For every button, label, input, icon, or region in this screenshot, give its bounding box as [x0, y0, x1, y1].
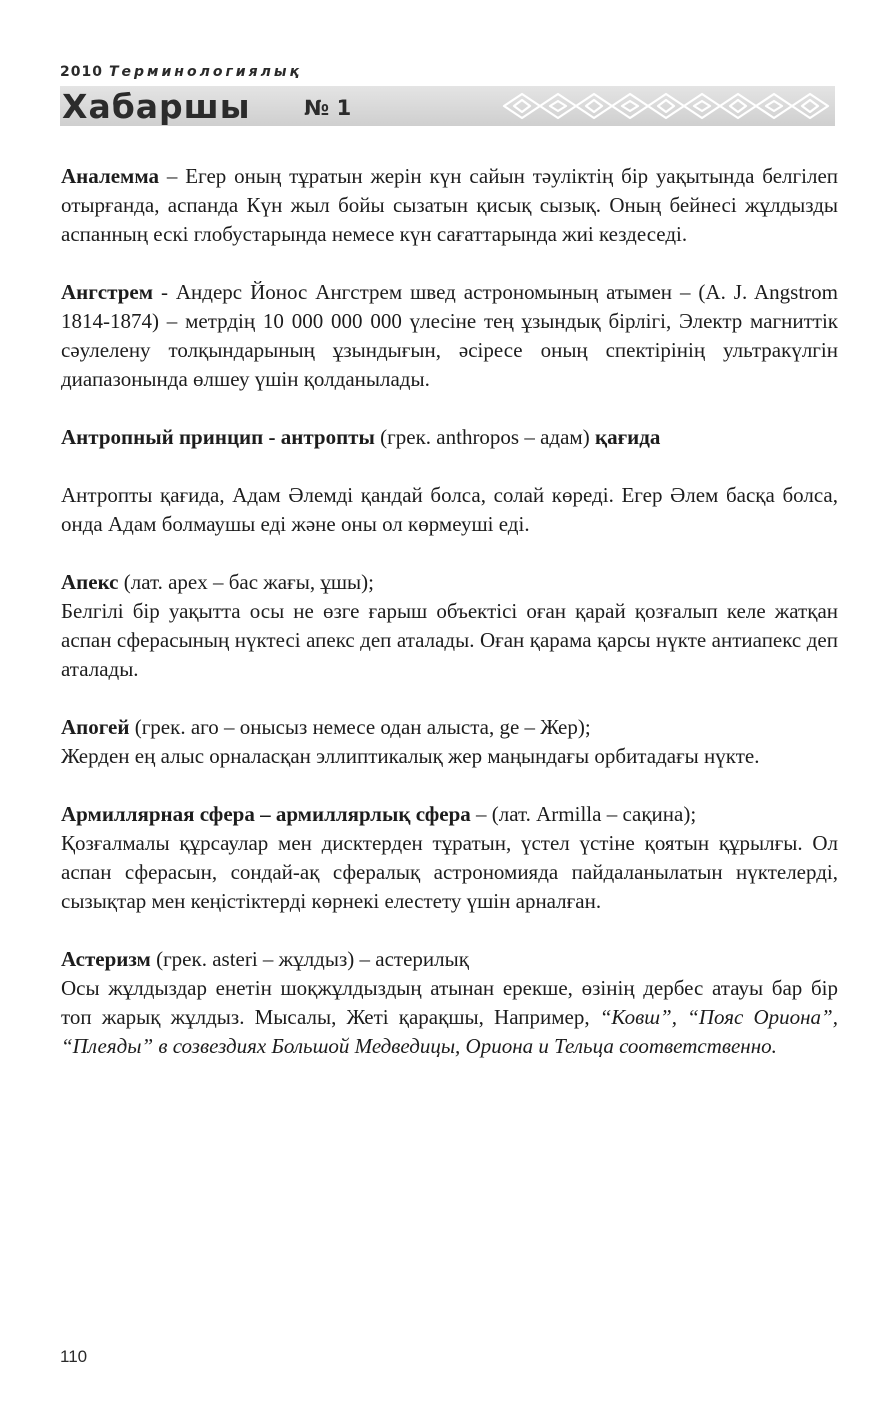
entry-analemma — [61, 162, 838, 249]
entry-term: Ангстрем — [61, 280, 153, 304]
entry-definition: – Егер оның тұратын жерін күн сайын тәуліктің бір уақытында белгілеп отырғанда, аспанда Күн жыл бойы сызатын қисық сызық. Оның бейнесі жұлдызды аспанның ескі глобустарында немесе күн сағаттарында жиі кездеседі. — [61, 164, 838, 246]
entry-definition: Жерден ең алыс орналасқан эллиптикалық жер маңындағы орбитадағы нүкте. — [61, 744, 760, 768]
entry-armillary-heading — [61, 800, 838, 829]
entry-definition: Антропты қағида, Адам Әлемді қандай болса, солай көреді. Егер Әлем басқа болса, онда Адам болмаушы еді және оны ол көрмеуші еді. — [61, 483, 838, 536]
entry-definition: Қозғалмалы құрсаулар мен дисктерден тұратын, үстел үстіне қоятын құрылғы. Ол аспан сферасын, сондай-ақ сфералық астрономияда пайдаланылатын нүктелерді, сызықтар мен кеңістіктерді көрнекі елестету үшін арналған. — [61, 831, 838, 913]
entry-angstrom — [61, 278, 838, 394]
entry-asterism-heading — [61, 945, 838, 974]
entry-apex-heading — [61, 568, 838, 597]
entry-asterism-definition — [61, 974, 838, 1061]
ornament-icon — [494, 88, 835, 124]
entry-etymology: – (лат. Armilla – сақина); — [470, 802, 697, 826]
entry-term: Астеризм — [61, 947, 151, 971]
journal-year: 2010 — [60, 64, 103, 80]
entry-anthropic-principle — [61, 423, 838, 452]
entry-etymology: (грек. аго – онысыз немесе одан алыста, ge – Жер); — [129, 715, 591, 739]
glossary-content — [61, 162, 838, 1061]
entry-term: Антропный принцип - антропты — [61, 425, 375, 449]
journal-header-top — [60, 64, 302, 80]
entry-term: Аналемма — [61, 164, 160, 188]
entry-apogee-heading — [61, 713, 838, 742]
journal-issue-number: № 1 — [304, 96, 352, 120]
entry-definition: - Андерс Йонос Ангстрем швед астрономының атымен – (A. J. Angstrom 1814-1874) – метрдің 10 000 000 000 үлесіне тең ұзындық бірлігі, Электр магниттік сәулелену толқындарының ұзындығын, әсіресе оның спектірінің ультракүлгін диапазонында өлшеу үшін қолданылады. — [61, 280, 838, 391]
entry-anthropic-definition — [61, 481, 838, 539]
entry-term: Апогей — [61, 715, 130, 739]
entry-etymology: (грек. anthropos – адам) — [374, 425, 595, 449]
entry-definition: Осы жұлдыздар енетін шоқжұлдыздың атынан ерекше, өзінің дербес атауы бар бір топ жарық жұлдыз. Мысалы, Жеті қарақшы, Например, — [61, 976, 838, 1029]
page-number: 110 — [60, 1347, 88, 1366]
journal-subtitle: Терминологиялық — [108, 64, 302, 80]
entry-definition: Белгілі бір уақытта осы не өзге ғарыш объектісі оған қарай қозғалып келе жатқан аспан сферасының нүктесі апекс деп аталады. Оған қарама қарсы нүкте антиапекс деп аталады. — [61, 599, 838, 681]
entry-definition-italic: “Ковш”, “Пояс Ориона”, “Плеяды” в созвездиях Большой Медведицы, Ориона и Тельца соответственно. — [61, 1005, 838, 1058]
journal-title: Хабаршы — [62, 87, 251, 126]
entry-apogee-definition — [61, 742, 838, 771]
entry-term: Апекс — [61, 570, 119, 594]
entry-etymology: (лат. apex – бас жағы, ұшы); — [118, 570, 374, 594]
entry-armillary-definition — [61, 829, 838, 916]
entry-term: Армиллярная сфера – армиллярлық сфера — [61, 802, 471, 826]
entry-term-suffix: қағида — [594, 425, 661, 449]
entry-etymology: (грек. asteri – жұлдыз) – астерилық — [150, 947, 469, 971]
journal-title-band — [60, 86, 835, 126]
entry-apex-definition — [61, 597, 838, 684]
